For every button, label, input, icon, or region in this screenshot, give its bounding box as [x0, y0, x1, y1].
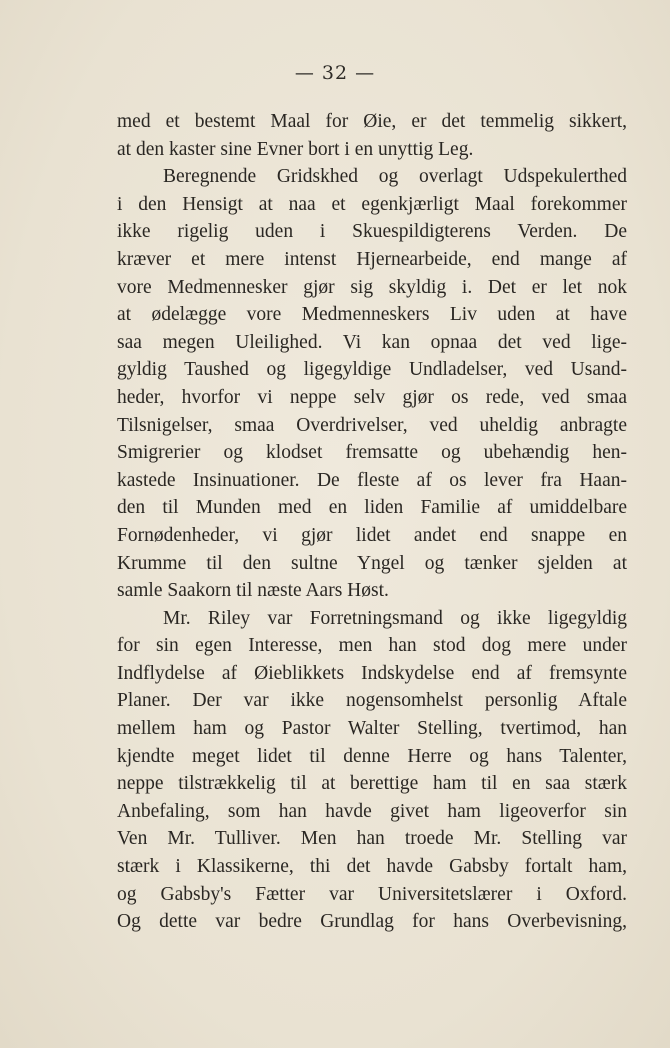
text-line: at ødelægge vore Medmenneskers Liv uden at have: [117, 304, 627, 326]
text-line: vore Medmennesker gjør sig skyldig i. Det er let nok: [117, 276, 627, 298]
text-line: heder, hvorfor vi neppe selv gjør os rede, ved smaa: [117, 386, 627, 408]
text-line: og Gabsby's Fætter var Universitetslærer i Oxford.: [117, 883, 627, 905]
text-line-paragraph-start: Beregnende Gridskhed og overlagt Udspekulerthed: [163, 166, 627, 188]
text-line: gyldig Taushed og ligegyldige Undladelser, ved Usand-: [117, 359, 627, 381]
text-line: neppe tilstrækkelig til at berettige ham til en saa stærk: [117, 773, 627, 795]
text-line: Fornødenheder, vi gjør lidet andet end snappe en: [117, 524, 627, 546]
text-line: den til Munden med en liden Familie af umiddelbare: [117, 497, 627, 519]
text-line-paragraph-start: Mr. Riley var Forretningsmand og ikke ligegyldig: [163, 607, 627, 629]
text-line: Og dette var bedre Grundlag for hans Overbevisning,: [117, 911, 627, 933]
body-text: [117, 108, 627, 936]
text-line: for sin egen Interesse, men han stod dog mere under: [117, 635, 627, 657]
text-line: med et bestemt Maal for Øie, er det temmelig sikkert,: [117, 111, 627, 132]
text-line: samle Saakorn til næste Aars Høst.: [117, 580, 389, 602]
text-line: Tilsnigelser, smaa Overdrivelser, ved uheldig anbragte: [117, 414, 627, 436]
text-line: stærk i Klassikerne, thi det havde Gabsby fortalt ham,: [117, 856, 627, 878]
text-line: Planer. Der var ikke nogensomhelst personlig Aftale: [117, 690, 627, 712]
text-line: Ven Mr. Tulliver. Men han troede Mr. Stelling var: [117, 828, 627, 850]
text-line: Smigrerier og klodset fremsatte og ubehændig hen-: [117, 442, 627, 464]
text-line: kjendte meget lidet til denne Herre og hans Talenter,: [117, 745, 627, 767]
text-line: kræver et mere intenst Hjernearbeide, end mange af: [117, 248, 627, 270]
text-line: saa megen Uleilighed. Vi kan opnaa det ved lige-: [117, 331, 627, 353]
text-line: mellem ham og Pastor Walter Stelling, tvertimod, han: [117, 718, 627, 740]
text-line: Indflydelse af Øieblikkets Indskydelse end af fremsynte: [117, 662, 627, 684]
page-number: — 32 —: [294, 62, 376, 84]
text-line: i den Hensigt at naa et egenkjærligt Maal forekommer: [117, 193, 627, 215]
text-line: ikke rigelig uden i Skuespildigterens Verden. De: [117, 221, 627, 243]
text-line: Anbefaling, som han havde givet ham ligeoverfor sin: [117, 800, 627, 822]
text-line: at den kaster sine Evner bort i en unyttig Leg.: [117, 138, 474, 160]
text-line: Krumme til den sultne Yngel og tænker sjelden at: [117, 552, 627, 574]
text-line: kastede Insinuationer. De fleste af os lever fra Haan-: [117, 469, 627, 491]
